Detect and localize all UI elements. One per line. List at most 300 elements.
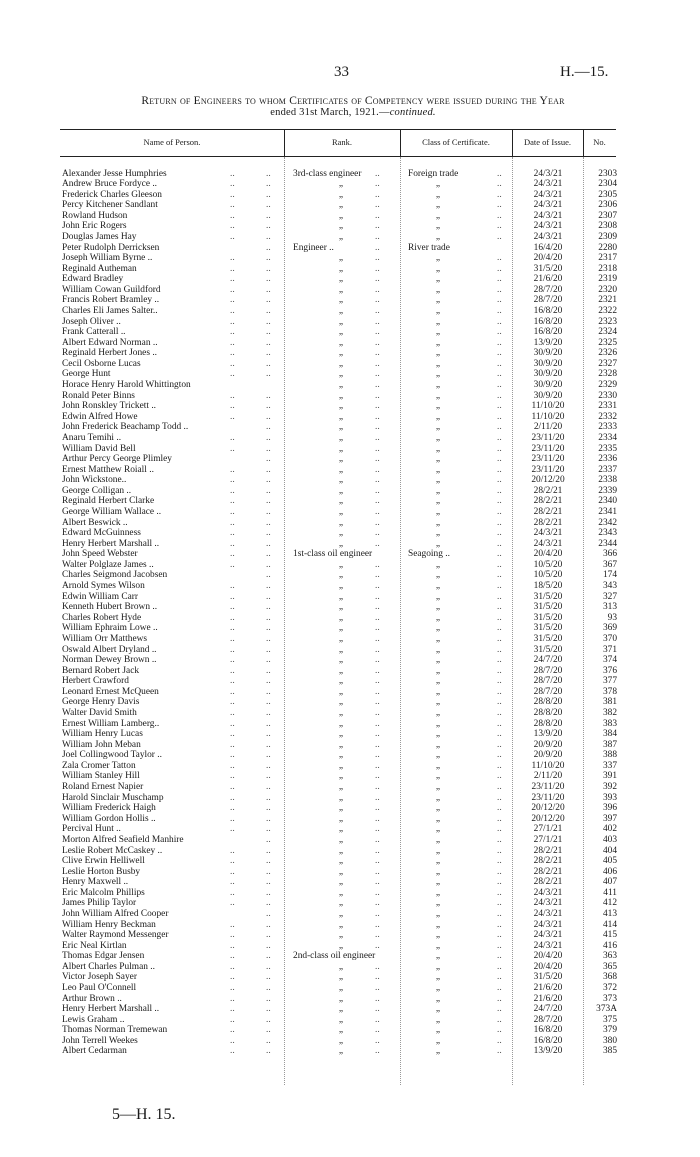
table-row	[0, 369, 700, 380]
class-cell: „	[435, 750, 441, 761]
person-name: Joseph Oliver ..	[62, 316, 121, 327]
date-of-issue: 11/10/20	[531, 411, 565, 422]
leader-dots: ..	[375, 602, 380, 613]
person-name: John Wickstone..	[62, 475, 127, 486]
certificate-number: 2341	[598, 507, 617, 517]
leader-dots: ..	[497, 887, 502, 898]
certificate-number: 2339	[598, 485, 617, 496]
leader-dots: ..	[230, 475, 235, 486]
leader-dots: ..	[497, 983, 502, 994]
rank-cell: „	[338, 782, 344, 793]
person-name: Reginald Herbert Jones ..	[62, 348, 158, 359]
leader-dots: ..	[375, 760, 380, 771]
leader-dots: ..	[497, 549, 502, 560]
class-cell: „	[435, 221, 441, 232]
rank-cell: „	[338, 993, 344, 1004]
leader-dots: ..	[375, 856, 380, 867]
table-row	[0, 433, 700, 444]
rank-cell: „	[338, 686, 344, 697]
class-cell: „	[435, 887, 441, 898]
rank-cell: „	[338, 908, 344, 919]
leader-dots: ..	[497, 570, 502, 581]
leader-dots: ..	[266, 602, 271, 613]
person-name: Douglas James Hay	[62, 231, 137, 242]
class-cell: „	[435, 908, 441, 919]
certificate-number: 373	[602, 993, 617, 1004]
leader-dots: ..	[375, 200, 380, 211]
rank-cell: „	[338, 306, 344, 317]
class-cell: „	[435, 263, 441, 274]
leader-dots: ..	[230, 813, 235, 824]
leader-dots: ..	[497, 760, 502, 771]
certificate-number: 2330	[598, 390, 617, 401]
leader-dots: ..	[230, 983, 235, 994]
person-name: Reginald Autheman	[62, 263, 137, 274]
leader-dots: ..	[497, 856, 502, 867]
rank-cell: „	[338, 559, 344, 570]
date-of-issue: 20/4/20	[533, 961, 563, 972]
table-row	[0, 983, 700, 994]
leader-dots: ..	[375, 1004, 380, 1015]
date-of-issue: 18/5/20	[533, 581, 563, 592]
table-row	[0, 920, 700, 931]
certificate-number: 2306	[598, 200, 617, 211]
class-cell: „	[435, 644, 441, 655]
certificate-number: 376	[602, 665, 617, 676]
rank-cell: „	[338, 803, 344, 814]
rank-cell: „	[338, 623, 344, 634]
certificate-number: 380	[602, 1035, 617, 1046]
person-name: Albert Cedarman	[62, 1046, 127, 1057]
leader-dots: ..	[497, 612, 502, 623]
person-name: William Henry Beckman	[62, 919, 156, 930]
table-row	[0, 846, 700, 857]
table-row	[0, 243, 700, 254]
rank-cell: „	[338, 845, 344, 856]
class-cell: „	[435, 1025, 441, 1036]
leader-dots: ..	[266, 771, 271, 782]
leader-dots: ..	[497, 792, 502, 803]
person-name: Anaru Temihi ..	[62, 432, 122, 443]
leader-dots: ..	[266, 908, 271, 919]
table-row	[0, 454, 700, 465]
rank-cell: „	[338, 940, 344, 951]
person-name: Eric Neal Kirtlan	[62, 940, 127, 951]
table-row	[0, 264, 700, 275]
leader-dots: ..	[230, 623, 235, 634]
person-name: Reginald Herbert Clarke	[62, 496, 155, 507]
leader-dots: ..	[375, 983, 380, 994]
leader-dots: ..	[375, 676, 380, 687]
leader-dots: ..	[266, 676, 271, 687]
leader-dots: ..	[266, 517, 271, 528]
leader-dots: ..	[266, 411, 271, 422]
rank-cell: „	[338, 422, 344, 433]
leader-dots: ..	[266, 686, 271, 697]
certificate-number: 2336	[598, 454, 617, 465]
leader-dots: ..	[266, 274, 271, 285]
person-name: Joel Collingwood Taylor ..	[62, 750, 162, 761]
table-row	[0, 867, 700, 878]
date-of-issue: 21/6/20	[533, 983, 563, 994]
person-name: Lewis Graham ..	[62, 1014, 125, 1025]
leader-dots: ..	[266, 845, 271, 856]
table-row	[0, 253, 700, 264]
person-name: William Frederick Haigh	[62, 803, 156, 814]
leader-dots: ..	[266, 507, 271, 517]
person-name: Henry Herbert Marshall ..	[62, 538, 160, 549]
leader-dots: ..	[266, 221, 271, 232]
certificate-number: 2304	[598, 179, 617, 190]
class-cell: „	[435, 633, 441, 644]
certificate-number: 337	[602, 760, 617, 771]
class-cell: „	[435, 623, 441, 634]
leader-dots: ..	[266, 538, 271, 549]
leader-dots: ..	[230, 655, 235, 666]
table-row	[0, 359, 700, 370]
date-of-issue: 20/9/20	[533, 750, 563, 761]
date-of-issue: 31/5/20	[533, 602, 563, 613]
leader-dots: ..	[375, 718, 380, 729]
date-of-issue: 27/1/21	[533, 824, 563, 835]
leader-dots: ..	[497, 845, 502, 856]
date-of-issue: 24/3/21	[533, 210, 563, 221]
person-name: Thomas Norman Tremewan	[62, 1025, 168, 1036]
rank-cell: „	[338, 295, 344, 306]
leader-dots: ..	[375, 507, 380, 517]
table-row	[0, 338, 700, 349]
leader-dots: ..	[497, 686, 502, 697]
leader-dots: ..	[497, 1004, 502, 1015]
leader-dots: ..	[266, 559, 271, 570]
person-name: Leslie Horton Busby	[62, 866, 141, 877]
person-name: George William Wallace ..	[62, 507, 162, 517]
leader-dots: ..	[375, 306, 380, 317]
leader-dots: ..	[375, 411, 380, 422]
leader-dots: ..	[375, 866, 380, 877]
person-name: Albert Charles Pulman ..	[62, 961, 155, 972]
date-of-issue: 20/4/20	[533, 951, 563, 962]
person-name: John Terrell Weekes	[62, 1035, 138, 1046]
leader-dots: ..	[230, 750, 235, 761]
leader-dots: ..	[497, 168, 502, 179]
leader-dots: ..	[230, 411, 235, 422]
certificate-number: 413	[602, 908, 617, 919]
leader-dots: ..	[497, 210, 502, 221]
table-row	[0, 666, 700, 677]
leader-dots: ..	[230, 644, 235, 655]
person-name: Ronald Peter Binns	[62, 390, 135, 401]
leader-dots: ..	[497, 528, 502, 539]
leader-dots: ..	[375, 1035, 380, 1046]
person-name: Peter Rudolph Derricksen	[62, 242, 160, 253]
date-of-issue: 10/5/20	[533, 559, 563, 570]
leader-dots: ..	[266, 898, 271, 909]
leader-dots: ..	[497, 263, 502, 274]
leader-dots: ..	[266, 856, 271, 867]
date-of-issue: 10/5/20	[533, 570, 563, 581]
leader-dots: ..	[266, 1046, 271, 1057]
certificate-number: 385	[602, 1046, 617, 1057]
leader-dots: ..	[230, 919, 235, 930]
leader-dots: ..	[375, 803, 380, 814]
leader-dots: ..	[375, 253, 380, 264]
certificate-number: 2324	[598, 327, 617, 338]
date-of-issue: 31/5/20	[533, 263, 563, 274]
person-name: Joseph William Byrne ..	[62, 253, 153, 264]
leader-dots: ..	[375, 813, 380, 824]
table-row	[0, 274, 700, 285]
leader-dots: ..	[230, 993, 235, 1004]
certificate-number: 2327	[598, 358, 617, 369]
certificate-number: 2332	[598, 411, 617, 422]
leader-dots: ..	[497, 1014, 502, 1025]
leader-dots: ..	[266, 528, 271, 539]
leader-dots: ..	[230, 1014, 235, 1025]
person-name: Edwin William Carr	[62, 591, 138, 602]
person-name: Victor Joseph Sayer	[62, 972, 137, 983]
table-row	[0, 232, 700, 243]
certificate-number: 387	[602, 739, 617, 750]
certificate-number: 2303	[598, 168, 617, 179]
leader-dots: ..	[266, 961, 271, 972]
page-number: 33	[334, 64, 349, 80]
certificate-number: 2331	[598, 401, 617, 412]
date-of-issue: 31/5/20	[533, 591, 563, 602]
leader-dots: ..	[266, 591, 271, 602]
table-row	[0, 803, 700, 814]
leader-dots: ..	[266, 792, 271, 803]
leader-dots: ..	[230, 549, 235, 560]
leader-dots: ..	[375, 930, 380, 941]
rank-cell: „	[338, 221, 344, 232]
table-row	[0, 951, 700, 962]
rank-cell: „	[338, 1035, 344, 1046]
leader-dots: ..	[497, 538, 502, 549]
table-row	[0, 708, 700, 719]
person-name: Albert Edward Norman ..	[62, 337, 158, 348]
person-name: Clive Erwin Helliwell	[62, 856, 145, 867]
person-name: Charles Eli James Salter..	[62, 306, 158, 317]
leader-dots: ..	[375, 845, 380, 856]
leader-dots: ..	[375, 834, 380, 845]
table-row	[0, 401, 700, 412]
table-row	[0, 412, 700, 423]
certificate-number: 405	[602, 856, 617, 867]
date-of-issue: 20/9/20	[533, 739, 563, 750]
date-of-issue: 2/11/20	[533, 422, 563, 433]
rank-cell: „	[338, 200, 344, 211]
rank-cell: „	[338, 327, 344, 338]
table-row	[0, 909, 700, 920]
certificate-number: 2318	[598, 263, 617, 274]
leader-dots: ..	[497, 951, 502, 962]
leader-dots: ..	[266, 760, 271, 771]
leader-dots: ..	[230, 792, 235, 803]
leader-dots: ..	[230, 168, 235, 179]
certificate-number: 2317	[598, 253, 617, 264]
leader-dots: ..	[230, 760, 235, 771]
person-name: Thomas Edgar Jensen	[62, 951, 145, 962]
leader-dots: ..	[497, 940, 502, 951]
leader-dots: ..	[497, 919, 502, 930]
person-name: William Orr Matthews	[62, 633, 148, 644]
leader-dots: ..	[497, 908, 502, 919]
leader-dots: ..	[497, 496, 502, 507]
leader-dots: ..	[266, 718, 271, 729]
date-of-issue: 28/7/20	[533, 284, 563, 295]
leader-dots: ..	[375, 316, 380, 327]
leader-dots: ..	[266, 940, 271, 951]
certificate-number: 313	[602, 602, 617, 613]
class-cell: „	[435, 856, 441, 867]
rank-cell: „	[338, 443, 344, 454]
certificate-number: 372	[602, 983, 617, 994]
rank-cell: „	[338, 760, 344, 771]
class-cell: „	[435, 538, 441, 549]
header-top-rule	[60, 129, 616, 130]
leader-dots: ..	[266, 623, 271, 634]
date-of-issue: 24/3/21	[533, 231, 563, 242]
leader-dots: ..	[230, 316, 235, 327]
leader-dots: ..	[375, 771, 380, 782]
rank-cell: Engineer ..	[293, 242, 334, 253]
leader-dots: ..	[230, 253, 235, 264]
rank-cell: „	[338, 697, 344, 708]
leader-dots: ..	[497, 380, 502, 391]
certificate-number: 369	[602, 623, 617, 634]
table-row	[0, 560, 700, 571]
class-cell: „	[435, 792, 441, 803]
rank-cell: „	[338, 1004, 344, 1015]
person-name: George Henry Davis	[62, 697, 140, 708]
leader-dots: ..	[497, 824, 502, 835]
leader-dots: ..	[230, 284, 235, 295]
leader-dots: ..	[375, 517, 380, 528]
table-row	[0, 475, 700, 486]
date-of-issue: 16/8/20	[533, 1025, 563, 1036]
date-of-issue: 20/4/20	[533, 253, 563, 264]
certificate-number: 412	[602, 898, 617, 909]
person-name: Leslie Robert McCaskey ..	[62, 845, 163, 856]
table-row	[0, 877, 700, 888]
date-of-issue: 13/9/20	[533, 337, 563, 348]
person-name: William Cowan Guildford	[62, 284, 161, 295]
leader-dots: ..	[375, 972, 380, 983]
leader-dots: ..	[230, 432, 235, 443]
leader-dots: ..	[266, 401, 271, 412]
leader-dots: ..	[497, 1035, 502, 1046]
certificate-number: 388	[602, 750, 617, 761]
table-row	[0, 771, 700, 782]
certificate-number: 2323	[598, 316, 617, 327]
certificate-number: 2329	[598, 380, 617, 391]
certificate-number: 406	[602, 866, 617, 877]
class-cell: „	[435, 1035, 441, 1046]
rank-cell: „	[338, 591, 344, 602]
table-row	[0, 719, 700, 730]
leader-dots: ..	[230, 887, 235, 898]
rank-cell: „	[338, 581, 344, 592]
rank-cell: „	[338, 877, 344, 888]
person-name: Francis Robert Bramley ..	[62, 295, 160, 306]
certificate-number: 393	[602, 792, 617, 803]
leader-dots: ..	[266, 612, 271, 623]
leader-dots: ..	[497, 390, 502, 401]
date-of-issue: 21/6/20	[533, 274, 563, 285]
leader-dots: ..	[497, 369, 502, 380]
certificate-number: 382	[602, 707, 617, 718]
person-name: Morton Alfred Seafield Manhire	[62, 834, 184, 845]
person-name: Zala Cromer Tatton	[62, 760, 136, 771]
certificate-number: 2319	[598, 274, 617, 285]
leader-dots: ..	[230, 538, 235, 549]
leader-dots: ..	[230, 263, 235, 274]
date-of-issue: 27/1/21	[533, 834, 563, 845]
leader-dots: ..	[375, 655, 380, 666]
table-row	[0, 518, 700, 529]
table-row	[0, 930, 700, 941]
leader-dots: ..	[375, 538, 380, 549]
leader-dots: ..	[230, 729, 235, 740]
leader-dots: ..	[230, 464, 235, 475]
leader-dots: ..	[266, 369, 271, 380]
leader-dots: ..	[266, 179, 271, 190]
leader-dots: ..	[497, 422, 502, 433]
leader-dots: ..	[375, 824, 380, 835]
class-cell: „	[435, 676, 441, 687]
class-cell: „	[435, 760, 441, 771]
rank-cell: „	[338, 189, 344, 200]
leader-dots: ..	[266, 485, 271, 496]
date-of-issue: 24/3/21	[533, 930, 563, 941]
class-cell: „	[435, 983, 441, 994]
rank-cell: „	[338, 898, 344, 909]
leader-dots: ..	[497, 782, 502, 793]
person-name: Charles Robert Hyde	[62, 612, 142, 623]
class-cell: „	[435, 284, 441, 295]
date-of-issue: 24/3/21	[533, 908, 563, 919]
certificate-number: 367	[602, 559, 617, 570]
date-of-issue: 21/6/20	[533, 993, 563, 1004]
certificate-number: 365	[602, 961, 617, 972]
engineer-table-body	[0, 169, 700, 1058]
leader-dots: ..	[266, 951, 271, 962]
rank-cell: „	[338, 358, 344, 369]
rank-cell: „	[338, 485, 344, 496]
leader-dots: ..	[230, 803, 235, 814]
leader-dots: ..	[230, 517, 235, 528]
leader-dots: ..	[375, 623, 380, 634]
rank-cell: 3rd-class engineer	[293, 168, 362, 179]
class-cell: „	[435, 739, 441, 750]
class-cell: „	[435, 559, 441, 570]
leader-dots: ..	[230, 972, 235, 983]
date-of-issue: 16/8/20	[533, 306, 563, 317]
leader-dots: ..	[497, 707, 502, 718]
table-row	[0, 793, 700, 804]
leader-dots: ..	[230, 824, 235, 835]
certificate-number: 2309	[598, 231, 617, 242]
rank-cell: „	[338, 792, 344, 803]
leader-dots: ..	[266, 644, 271, 655]
table-row	[0, 782, 700, 793]
leader-dots: ..	[230, 337, 235, 348]
person-name: Bernard Robert Jack	[62, 665, 140, 676]
table-row	[0, 676, 700, 687]
certificate-number: 379	[602, 1025, 617, 1036]
class-cell: „	[435, 707, 441, 718]
